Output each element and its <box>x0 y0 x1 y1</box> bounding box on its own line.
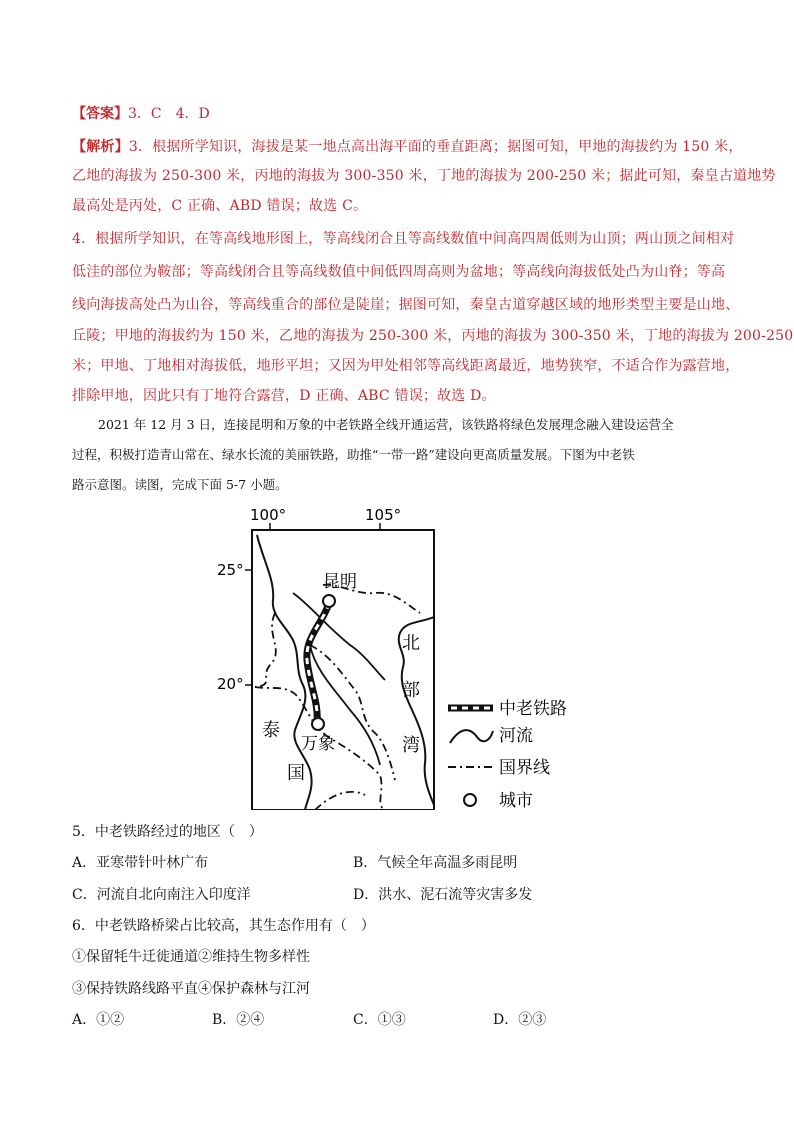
analysis-text-2: 乙地的海拔为 250-300 米，丙地的海拔为 300-350 米，丁地的海拔为 200-250 米；据此可知，秦皇古道地势 <box>72 168 776 184</box>
analysis-text-6: 线向海拔高处凸为山谷，等高线重合的部位是陡崖；据图可知，秦皇古道穿越区域的地形类型主要是山地、 <box>72 297 740 313</box>
kunming-city-marker <box>323 595 335 607</box>
q6-option-b[interactable]: B．②④ <box>212 1012 265 1028</box>
legend-border: 国界线 <box>499 758 550 778</box>
q6-option-a[interactable]: A．①② <box>72 1012 125 1028</box>
lon-label-100: 100° <box>250 506 287 524</box>
passage-line-3: 路示意图。读图，完成下面 5-7 小题。 <box>72 477 288 492</box>
analysis-tag: 【解析】 <box>72 139 129 155</box>
analysis-text-4: 4．根据所学知识，在等高线地形图上，等高线闭合且等高线数值中间高四周低则为山顶；两山顶之间相对 <box>72 231 735 247</box>
analysis-text-7: 丘陵；甲地的海拔约为 150 米，乙地的海拔为 250-300 米，丙地的海拔为 300-350 米，丁地的海拔为 200-250 <box>72 328 794 344</box>
q5-option-a[interactable]: A．亚寒带针叶林广布 <box>72 855 209 871</box>
railway-map <box>215 505 600 810</box>
label-thailand-2: 国 <box>287 763 305 784</box>
answer-line <box>72 103 210 123</box>
analysis-text-3: 最高处是丙处，C 正确、ABD 错误；故选 C。 <box>72 198 368 214</box>
label-vientiane: 万象 <box>301 734 335 754</box>
lat-label-20: 20° <box>217 675 244 693</box>
analysis-text-5: 低洼的部位为鞍部；等高线闭合且等高线数值中间低四周高则为盆地；等高线向海拔低处凸为山脊；等高 <box>72 264 726 280</box>
answer-text: 3．C 4．D <box>128 106 210 122</box>
analysis-text-9: 排除甲地，因此只有丁地符合露营，D 正确、ABC 错误；故选 D。 <box>72 388 496 404</box>
q6-stem: 6．中老铁路桥梁占比较高，其生态作用有（ ） <box>72 918 375 934</box>
answer-tag: 【答案】 <box>72 106 128 122</box>
lon-label-105: 105° <box>365 506 402 524</box>
passage-line-2: 过程，积极打造青山常在、绿水长流的美丽铁路，助推“一带一路”建设向更高质量发展。下图为中老铁 <box>72 447 635 462</box>
q5-stem: 5．中老铁路经过的地区（ ） <box>72 824 263 840</box>
legend-river: 河流 <box>499 726 533 746</box>
q6-statement-1: ①保留牦牛迁徙通道②维持生物多样性 <box>72 949 310 965</box>
map-legend <box>448 699 567 810</box>
label-gulf-2: 部 <box>402 680 420 701</box>
q5-option-b[interactable]: B．气候全年高温多雨昆明 <box>353 855 518 871</box>
analysis-text-8: 米；甲地、丁地相对海拔低，地形平坦；又因为甲处相邻等高线距离最近，地势狭窄，不适合作为露营地， <box>72 358 740 374</box>
legend-city: 城市 <box>499 791 533 810</box>
q5-option-d[interactable]: D．洪水、泥石流等灾害多发 <box>353 887 533 903</box>
railway-outline <box>307 603 329 723</box>
border-lines <box>255 585 420 810</box>
q6-statement-2: ③保持铁路线路平直④保护森林与江河 <box>72 981 310 997</box>
label-thailand-1: 泰 <box>262 720 280 741</box>
label-gulf-3: 湾 <box>402 735 420 756</box>
label-gulf-1: 北 <box>402 633 420 654</box>
q6-option-c[interactable]: C．①③ <box>353 1012 406 1028</box>
vientiane-city-marker <box>312 718 324 730</box>
label-kunming: 昆明 <box>323 572 357 592</box>
analysis-text-1: 3．根据所学知识，海拔是某一地点高出海平面的垂直距离；据图可知，甲地的海拔约为 150 米， <box>128 139 743 155</box>
legend-railway: 中老铁路 <box>499 699 567 719</box>
lat-label-25: 25° <box>217 561 244 579</box>
passage-line-1: 2021 年 12 月 3 日，连接昆明和万象的中老铁路全线开通运营，该铁路将绿色发展理念融入建设运营全 <box>98 417 674 432</box>
q5-option-c[interactable]: C．河流自北向南注入印度洋 <box>72 887 251 903</box>
q6-option-d[interactable]: D．②③ <box>493 1012 547 1028</box>
analysis-line-1 <box>72 136 743 156</box>
